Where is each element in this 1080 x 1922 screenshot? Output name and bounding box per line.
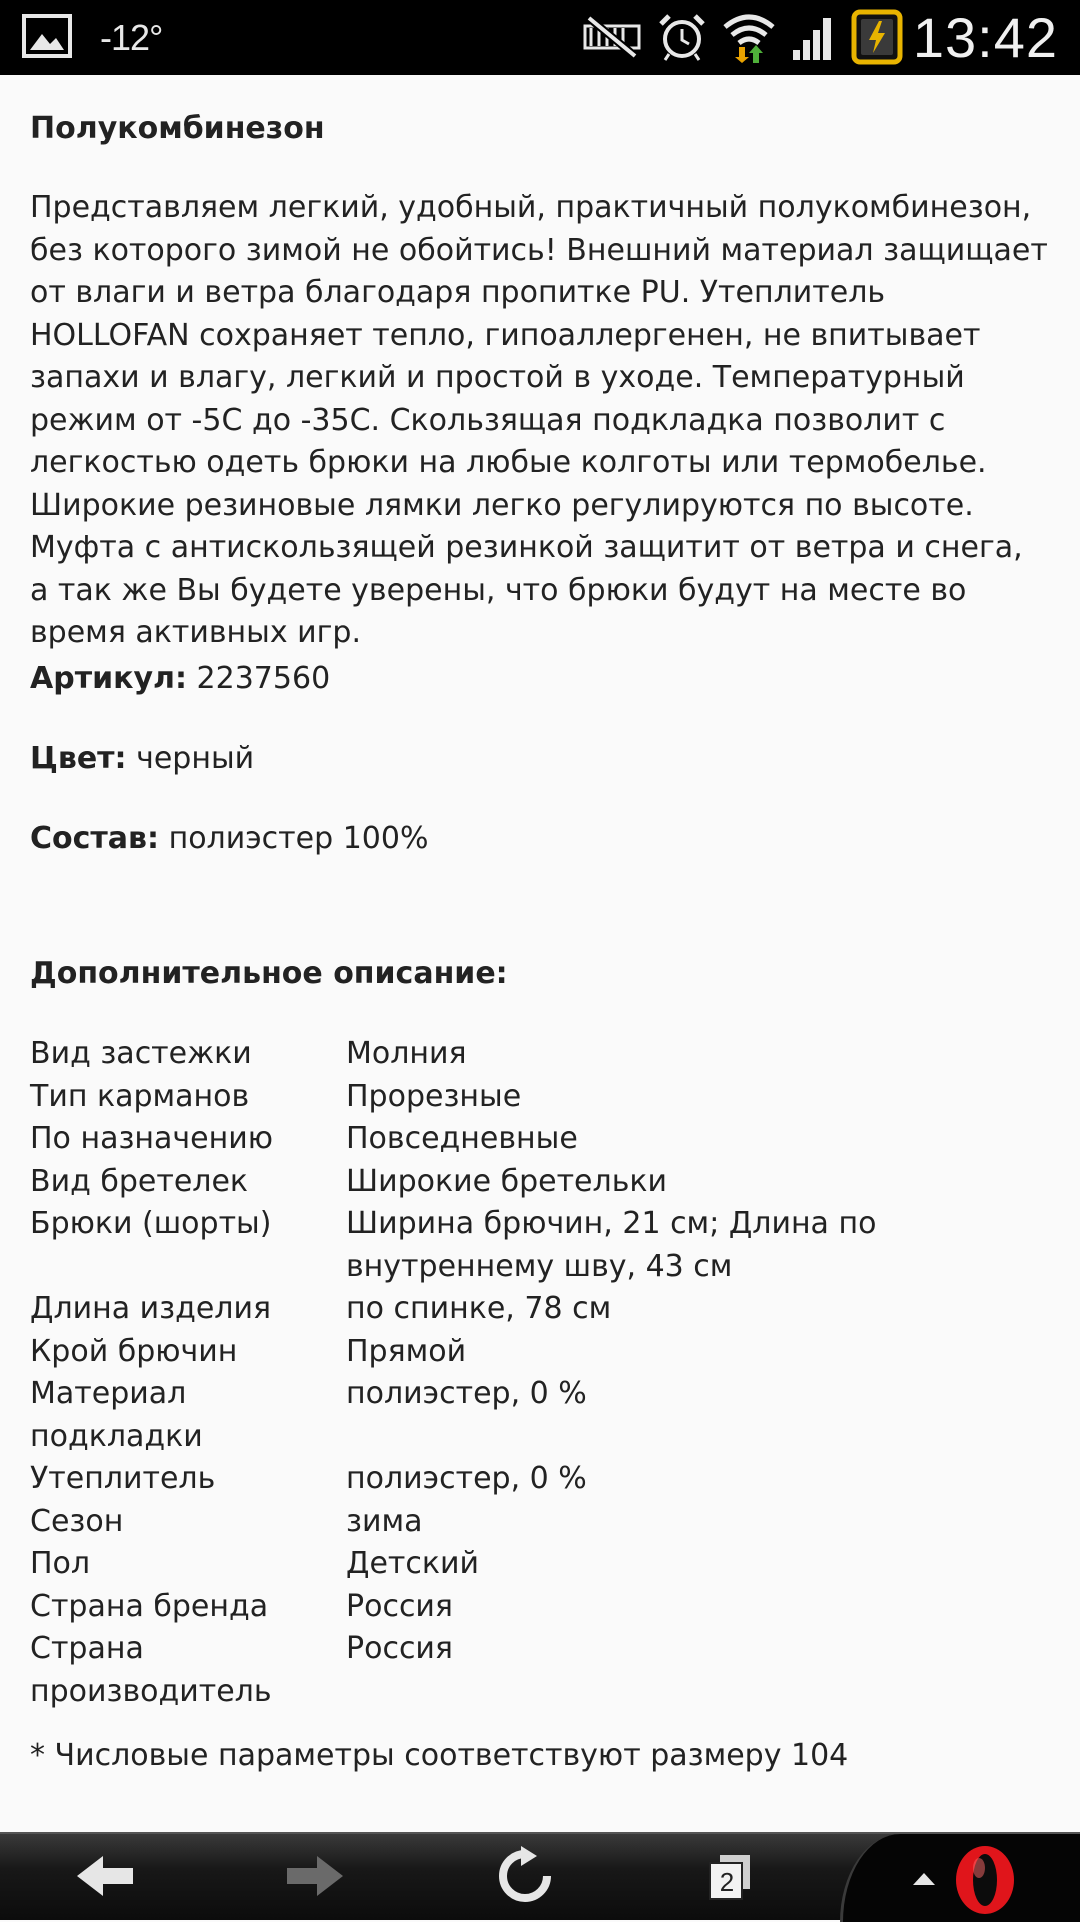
forward-button[interactable] bbox=[250, 1834, 380, 1922]
spec-key: Страна бренда bbox=[30, 1588, 269, 1624]
caret-up-icon bbox=[913, 1870, 935, 1889]
spec-row bbox=[30, 1501, 1050, 1544]
tabs-icon bbox=[706, 1853, 754, 1903]
product-title: Полукомбинезон bbox=[30, 111, 325, 146]
battery-charging-icon bbox=[851, 9, 903, 65]
back-button[interactable] bbox=[40, 1834, 170, 1922]
spec-key: Материал подкладки bbox=[30, 1376, 203, 1454]
alarm-icon bbox=[657, 12, 707, 62]
spec-value: Прямой bbox=[346, 1333, 467, 1369]
wifi-icon bbox=[721, 11, 777, 63]
spec-row bbox=[30, 1033, 1050, 1076]
temperature-text: -12° bbox=[100, 17, 163, 58]
spec-value: Повседневные bbox=[346, 1121, 578, 1156]
spec-value: Ширина брючин, 21 см; Длина по внутреннему шву, 43 см bbox=[346, 1206, 877, 1284]
browser-nav-bar bbox=[0, 1832, 1080, 1920]
spec-value: Широкие бретельки bbox=[346, 1163, 667, 1199]
spec-key: Длина изделия bbox=[30, 1291, 272, 1326]
extra-description-title: Дополнительное описание: bbox=[30, 956, 508, 991]
spec-value: полиэстер, 0 % bbox=[346, 1461, 587, 1496]
spec-row bbox=[30, 1118, 1050, 1161]
signal-icon bbox=[791, 12, 837, 62]
spec-key: Страна производитель bbox=[30, 1631, 272, 1709]
article-row bbox=[30, 658, 330, 701]
spec-value: Молния bbox=[346, 1036, 467, 1071]
spec-value: полиэстер, 0 % bbox=[346, 1376, 587, 1411]
spec-key: Утеплитель bbox=[30, 1461, 216, 1496]
spec-row bbox=[30, 1161, 1050, 1204]
spec-row bbox=[30, 1331, 1050, 1374]
color-label: Цвет: bbox=[30, 741, 127, 776]
reload-button[interactable] bbox=[460, 1834, 590, 1922]
spec-key: Пол bbox=[30, 1546, 91, 1581]
mute-icon bbox=[581, 14, 643, 60]
article-label: Артикул: bbox=[30, 661, 187, 696]
spec-row bbox=[30, 1543, 1050, 1586]
spec-key: Сезон bbox=[30, 1503, 124, 1539]
tabs-count: 2 bbox=[719, 1867, 735, 1897]
spec-key: Брюки (шорты) bbox=[30, 1206, 272, 1241]
article-value: 2237560 bbox=[196, 661, 331, 696]
spec-key: Крой брючин bbox=[30, 1333, 238, 1369]
spec-value: по спинке, 78 см bbox=[346, 1291, 612, 1326]
spec-row bbox=[30, 1458, 1050, 1501]
spec-key: Вид бретелек bbox=[30, 1163, 249, 1199]
spec-value: Россия bbox=[346, 1631, 453, 1666]
opera-menu-button[interactable] bbox=[840, 1834, 1080, 1922]
spec-key: Тип карманов bbox=[30, 1078, 250, 1114]
color-row bbox=[30, 738, 254, 781]
clock-text: 13:42 bbox=[912, 5, 1058, 69]
spec-row bbox=[30, 1628, 1050, 1713]
footnote: * Числовые параметры соответствуют размеру 104 bbox=[30, 1738, 849, 1773]
tabs-button[interactable] bbox=[665, 1834, 795, 1922]
opera-logo-icon bbox=[953, 1844, 1017, 1920]
gallery-notification-icon bbox=[22, 14, 72, 62]
spec-value: Россия bbox=[346, 1588, 453, 1624]
color-value: черный bbox=[136, 741, 255, 776]
composition-value: полиэстер 100% bbox=[168, 821, 429, 856]
spec-key: По назначению bbox=[30, 1121, 273, 1156]
product-description: Представляем легкий, удобный, практичный полукомбинезон, без которого зимой не обойтись! Внешний материал защищает от влаги и ветра благодаря пропитке PU. Утеплитель HOLLOFAN сохраняет тепло, гипоаллергенен, не впитывает запахи и влагу, легкий и простой в уходе. Температурный режим от -5C до -35C. Скользящая подкладка позволит с легкостью одеть брюки на любые колготы или термобелье. Широкие резиновые лямки легко регулируются по высоте. Муфта с антискользящей резинкой защитит от ветра и снега, а так же Вы будете уверены, что брюки будут на месте во время активных игр. bbox=[30, 190, 1048, 650]
composition-label: Состав: bbox=[30, 821, 160, 856]
arrow-left-icon bbox=[73, 1852, 137, 1904]
spec-row bbox=[30, 1586, 1050, 1629]
spec-row bbox=[30, 1288, 1050, 1331]
composition-row bbox=[30, 818, 428, 861]
arrow-right-icon bbox=[283, 1852, 347, 1904]
spec-row bbox=[30, 1076, 1050, 1119]
spec-row bbox=[30, 1373, 1050, 1458]
page-content bbox=[30, 75, 1050, 1832]
spec-value: Прорезные bbox=[346, 1078, 522, 1114]
spec-value: Детский bbox=[346, 1546, 479, 1581]
status-bar bbox=[0, 0, 1080, 75]
spec-key: Вид застежки bbox=[30, 1036, 252, 1071]
specs-table bbox=[30, 1033, 1050, 1713]
spec-value: зима bbox=[346, 1503, 423, 1539]
reload-icon bbox=[495, 1846, 555, 1910]
spec-row bbox=[30, 1203, 1050, 1288]
